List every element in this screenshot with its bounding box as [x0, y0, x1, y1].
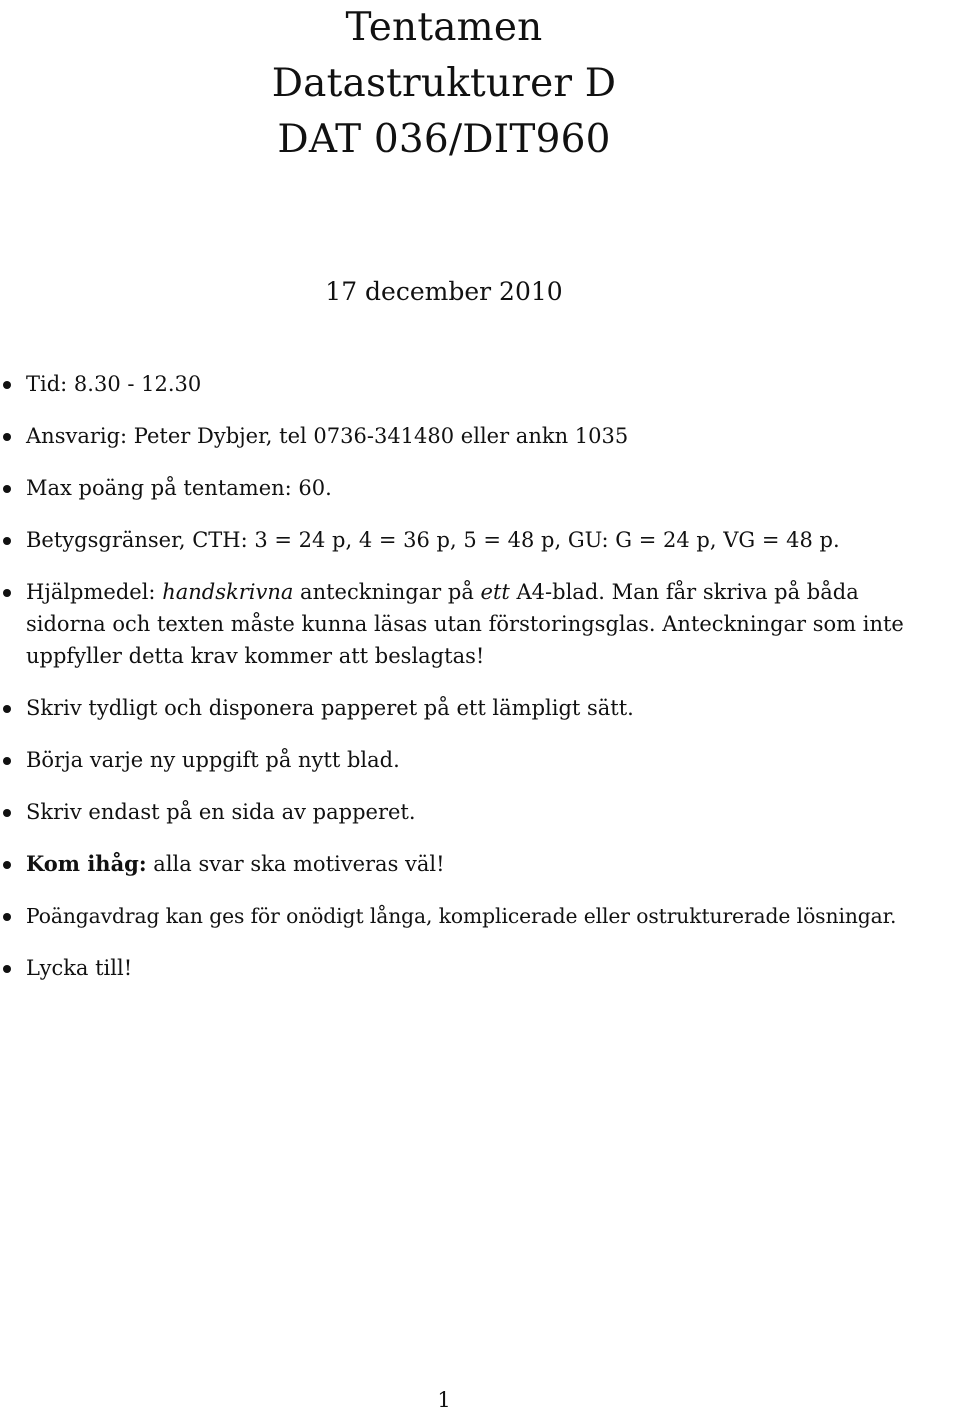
exam-date: 17 december 2010 [325, 277, 563, 306]
rule-remember [0, 848, 960, 880]
title-line-1: Tentamen [345, 5, 543, 50]
rule-one-side [0, 796, 960, 828]
rule-grades [0, 524, 960, 556]
rule-aids-emphasis-1: handskrivna [162, 580, 294, 604]
rule-text: Skriv tydligt och disponera papperet på ett lämpligt sätt. [26, 696, 634, 720]
rule-text: Betygsgränser, CTH: 3 = 24 p, 4 = 36 p, 5 = 48 p, GU: G = 24 p, VG = 48 p. [26, 528, 840, 552]
rule-new-sheet [0, 744, 960, 776]
rule-text: Tid: 8.30 - 12.30 [26, 372, 202, 396]
rule-text: Max poäng på tentamen: 60. [26, 476, 332, 500]
page-number: 1 [437, 1388, 451, 1412]
bullet-icon [3, 537, 11, 545]
rule-time [0, 368, 960, 400]
bullet-icon [3, 965, 11, 973]
rule-text: Börja varje ny uppgift på nytt blad. [26, 748, 400, 772]
bullet-icon [3, 433, 11, 441]
exam-title [0, 0, 888, 168]
bullet-icon [3, 809, 11, 817]
rule-aids-middle: anteckningar på [293, 580, 481, 604]
title-line-3: DAT 036/DIT960 [277, 117, 611, 162]
bullet-icon [3, 589, 11, 597]
rule-responsible [0, 420, 960, 452]
rule-deductions [0, 900, 960, 932]
rule-write-clearly [0, 692, 960, 724]
bullet-icon [3, 705, 11, 713]
bullet-icon [3, 861, 11, 869]
rule-aids [0, 576, 931, 672]
rule-text: Lycka till! [26, 956, 133, 980]
bullet-icon [3, 757, 11, 765]
rule-aids-emphasis-2: ett [480, 580, 510, 604]
bullet-icon [3, 381, 11, 389]
rule-max-points [0, 472, 960, 504]
bullet-icon [3, 485, 11, 493]
rule-text: Poängavdrag kan ges för onödigt långa, komplicerade eller ostrukturerade lösningar. [26, 904, 897, 928]
title-line-2: Datastrukturer D [271, 61, 617, 106]
rule-good-luck [0, 952, 960, 984]
rule-aids-prefix: Hjälpmedel: [26, 580, 163, 604]
rule-text: Skriv endast på en sida av papperet. [26, 800, 416, 824]
bullet-icon [3, 913, 11, 921]
rule-aids-suffix: A4-blad. Man får skriva på båda sidorna och texten måste kunna läsas utan förstoringsglas. Anteckningar som inte uppfyller detta krav kommer att beslagtas! [26, 580, 904, 668]
rule-remember-label: Kom ihåg: [26, 851, 147, 876]
exam-rules-list [0, 368, 960, 1004]
rule-text: Ansvarig: Peter Dybjer, tel 0736-341480 eller ankn 1035 [26, 424, 629, 448]
rule-remember-text: alla svar ska motiveras väl! [146, 852, 445, 876]
